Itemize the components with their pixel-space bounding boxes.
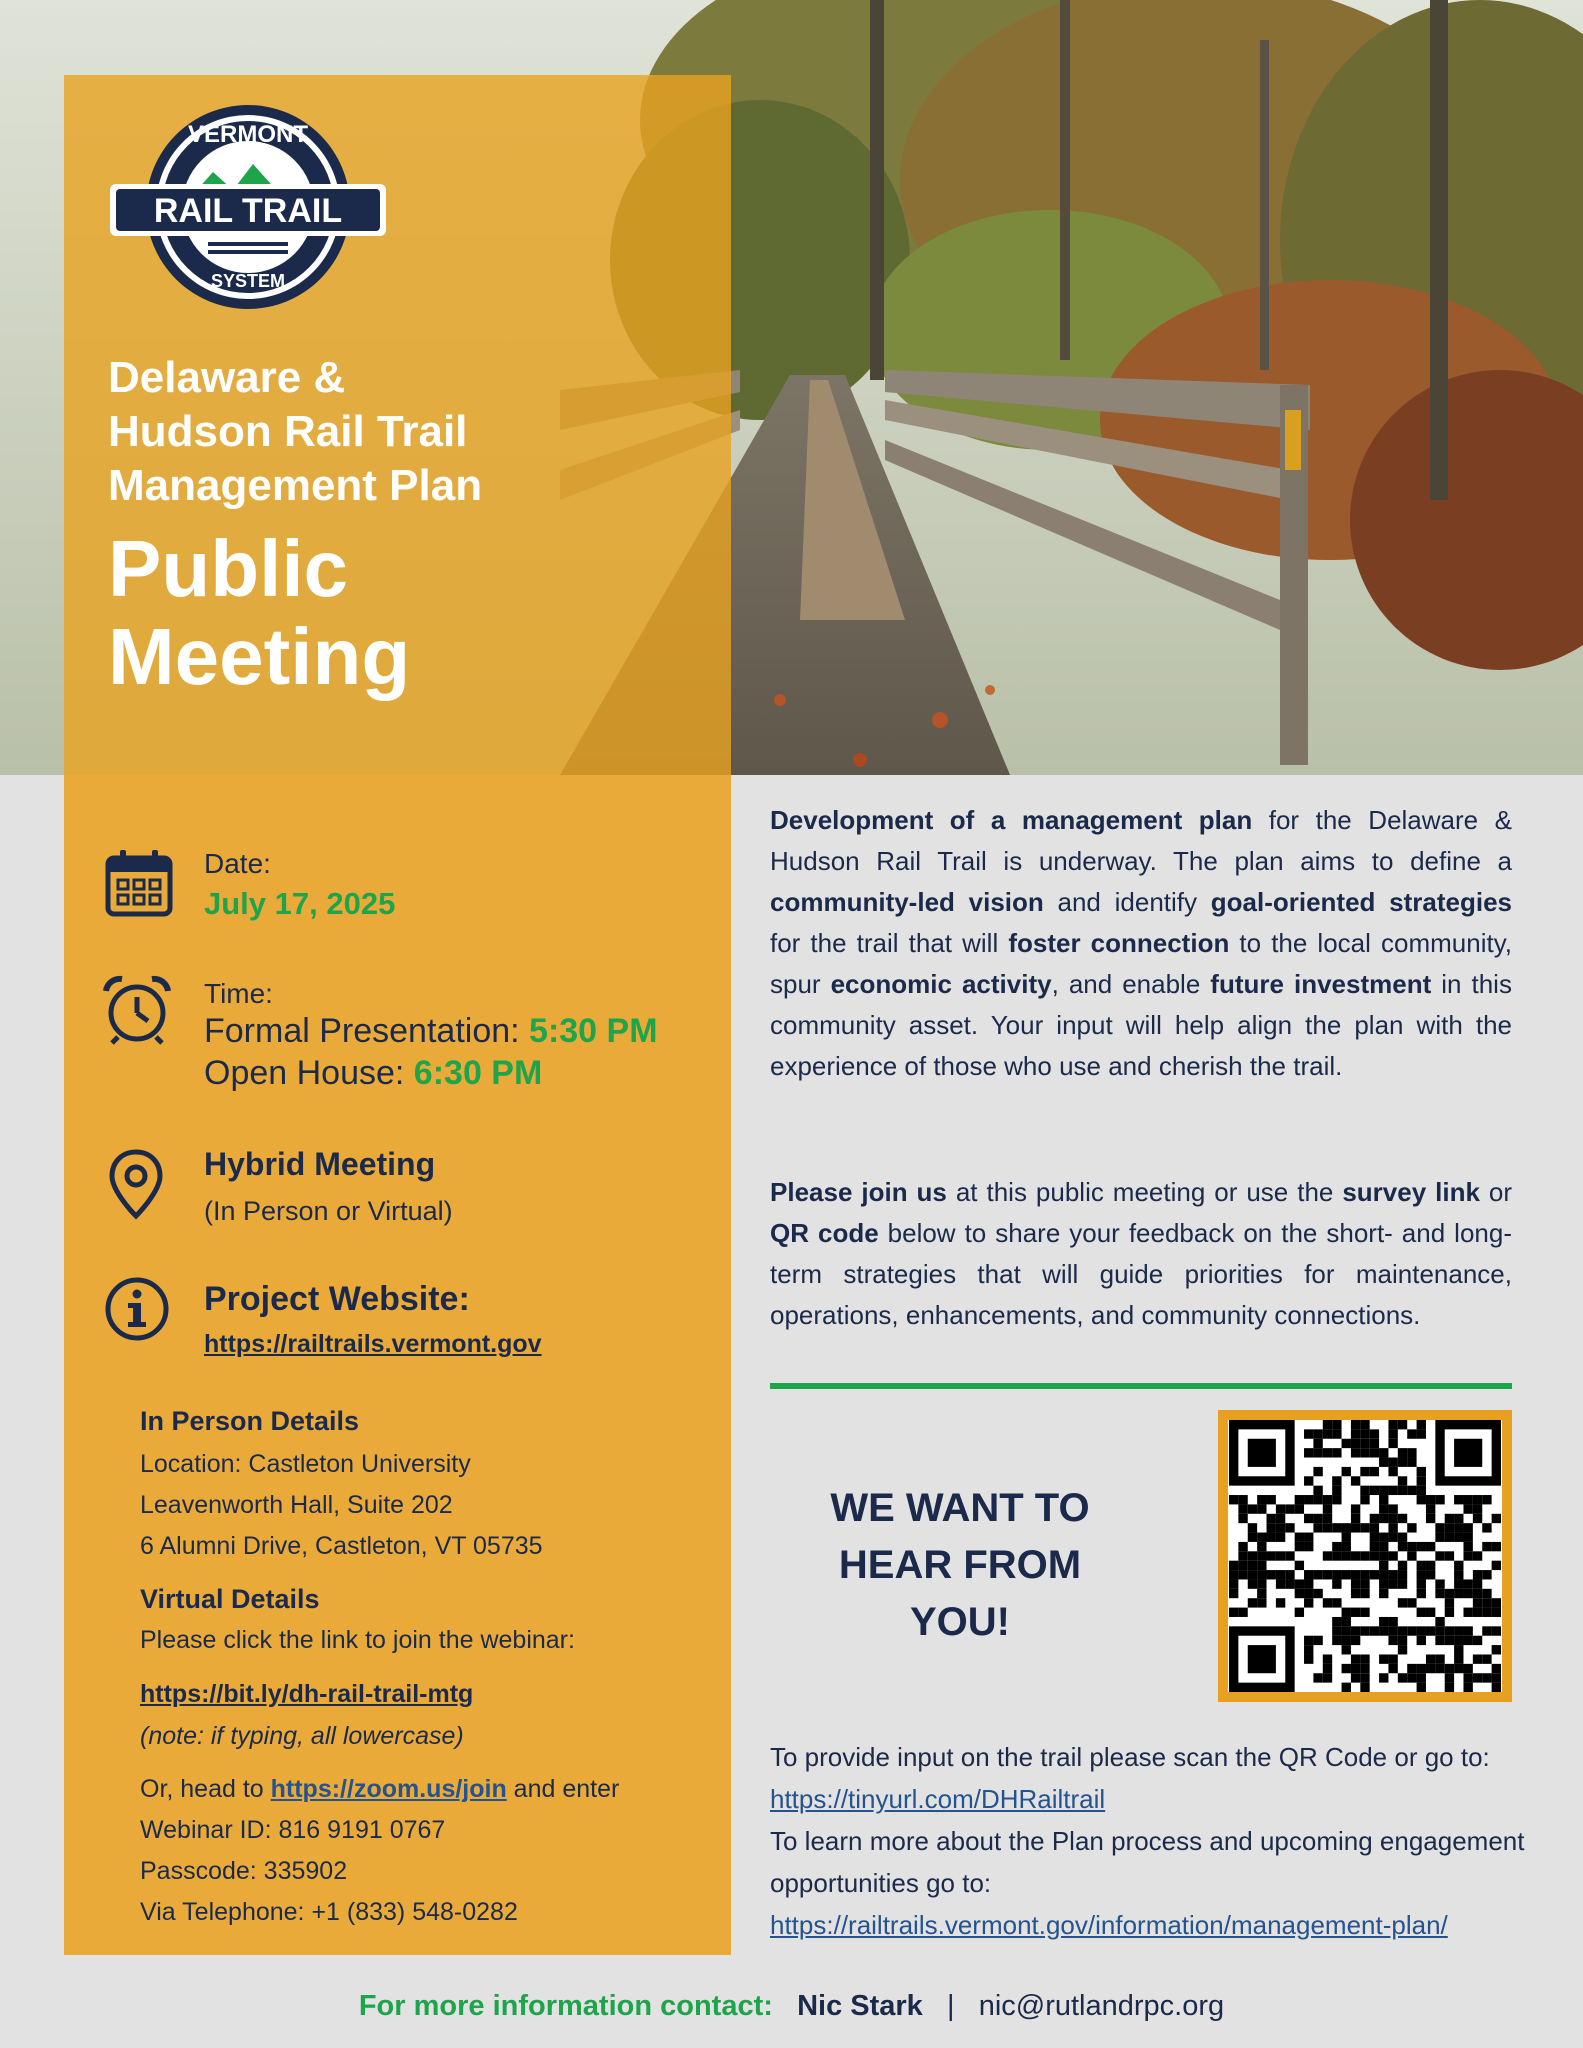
description-run: or — [1479, 1177, 1513, 1207]
callout-line-2: HEAR FROM — [838, 1543, 1082, 1587]
date-value: July 17, 2025 — [204, 886, 396, 921]
contact-footer — [0, 1990, 1583, 2023]
virtual-instruction: Please click the link to join the webinar: — [140, 1626, 575, 1654]
title-meeting: Meeting — [108, 612, 411, 701]
in-person-address: 6 Alumni Drive, Castleton, VT 05735 — [140, 1532, 543, 1560]
in-person-location: Location: Castleton University — [140, 1450, 471, 1478]
we-want-to-hear-callout — [780, 1480, 1140, 1651]
description-run: for the trail that will — [770, 928, 1009, 958]
open-house-line — [204, 1054, 542, 1093]
alarm-clock-icon — [102, 975, 172, 1045]
title-public: Public — [108, 524, 349, 613]
footer-name: Nic Stark — [797, 1990, 923, 2022]
green-divider — [770, 1383, 1512, 1389]
description-run: foster connection — [1008, 928, 1230, 958]
webinar-passcode: Passcode: 335902 — [140, 1857, 348, 1885]
description-run: Development of a management plan — [770, 805, 1253, 835]
qr-code-frame[interactable] — [1218, 1410, 1512, 1702]
zoom-suffix: and enter — [506, 1775, 620, 1803]
hybrid-meeting-title: Hybrid Meeting — [204, 1146, 436, 1182]
callout-line-1: WE WANT TO — [830, 1486, 1090, 1530]
footer-email[interactable]: nic@rutlandrpc.org — [978, 1990, 1225, 2022]
project-website-link[interactable]: https://railtrails.vermont.gov — [204, 1330, 542, 1358]
qr-code[interactable] — [1228, 1420, 1502, 1692]
description-run: , and enable — [1051, 969, 1211, 999]
logo-top-text: VERMONT — [188, 121, 308, 148]
footer-separator: | — [946, 1990, 955, 2022]
open-house-time: 6:30 PM — [413, 1054, 543, 1092]
open-house-label: Open House: — [204, 1054, 414, 1092]
location-pin-icon — [108, 1148, 164, 1220]
logo-middle-text: RAIL TRAIL — [153, 192, 343, 230]
zoom-prefix: Or, head to — [140, 1775, 271, 1803]
formal-presentation-time: 5:30 PM — [529, 1012, 658, 1050]
calendar-icon — [104, 848, 174, 918]
title-line-3: Management Plan — [108, 461, 483, 510]
description-run: goal-oriented strategies — [1210, 887, 1512, 917]
formal-presentation-line — [204, 1012, 658, 1051]
hybrid-meeting-subtitle: (In Person or Virtual) — [204, 1196, 453, 1226]
callout-line-3: YOU! — [910, 1600, 1010, 1644]
webinar-id: Webinar ID: 816 9191 0767 — [140, 1816, 446, 1844]
description-run: Please join us — [770, 1177, 947, 1207]
formal-presentation-label: Formal Presentation: — [204, 1012, 530, 1050]
description-run: for the Delaware & Hudson Rail Trail is underway. The plan aims to define a — [770, 805, 1512, 876]
management-plan-link[interactable]: https://railtrails.vermont.gov/information/management-plan/ — [770, 1910, 1448, 1940]
project-website-label: Project Website: — [204, 1280, 470, 1318]
vermont-rail-trail-logo — [108, 102, 388, 312]
learn-more-line-2: opportunities go to: — [770, 1868, 992, 1898]
info-icon — [104, 1276, 170, 1342]
description-run: below to share your feedback on the short- and long-term strategies that will guide priorities for maintenance, operations, enhancements, and community connections. — [770, 1218, 1512, 1330]
description-run: to the local community, spur — [770, 928, 1512, 999]
description-run: economic activity — [830, 969, 1052, 999]
description-run: future investment — [1210, 969, 1432, 999]
date-label: Date: — [204, 848, 271, 879]
description-paragraph-2 — [770, 1172, 1512, 1336]
description-run: and identify — [1043, 887, 1211, 917]
webinar-telephone: Via Telephone: +1 (833) 548-0282 — [140, 1898, 518, 1926]
zoom-line — [140, 1775, 619, 1804]
description-run: community-led vision — [770, 887, 1044, 917]
in-person-heading: In Person Details — [140, 1406, 360, 1436]
learn-more-line-1: To learn more about the Plan process and upcoming engagement — [770, 1826, 1525, 1856]
description-paragraph-1 — [770, 800, 1512, 1087]
description-run: QR code — [770, 1218, 879, 1248]
virtual-heading: Virtual Details — [140, 1584, 320, 1614]
in-person-hall: Leavenworth Hall, Suite 202 — [140, 1491, 453, 1519]
footer-label: For more information contact: — [358, 1990, 773, 2022]
webinar-link[interactable]: https://bit.ly/dh-rail-trail-mtg — [140, 1680, 474, 1708]
logo-bottom-text: SYSTEM — [210, 271, 286, 291]
time-label: Time: — [204, 978, 273, 1009]
webinar-note: (note: if typing, all lowercase) — [140, 1722, 464, 1750]
survey-link[interactable]: https://tinyurl.com/DHRailtrail — [770, 1784, 1106, 1814]
zoom-join-link[interactable]: https://zoom.us/join — [270, 1775, 507, 1803]
description-run: at this public meeting or use the — [946, 1177, 1343, 1207]
title-line-2: Hudson Rail Trail — [108, 407, 468, 456]
title-line-1: Delaware & — [108, 353, 346, 402]
description-run: survey link — [1342, 1177, 1480, 1207]
input-instruction: To provide input on the trail please scan the QR Code or go to: — [770, 1742, 1490, 1772]
description-run: in this community asset. Your input will help align the plan with the experience of those who use and cherish the trail. — [770, 969, 1512, 1081]
